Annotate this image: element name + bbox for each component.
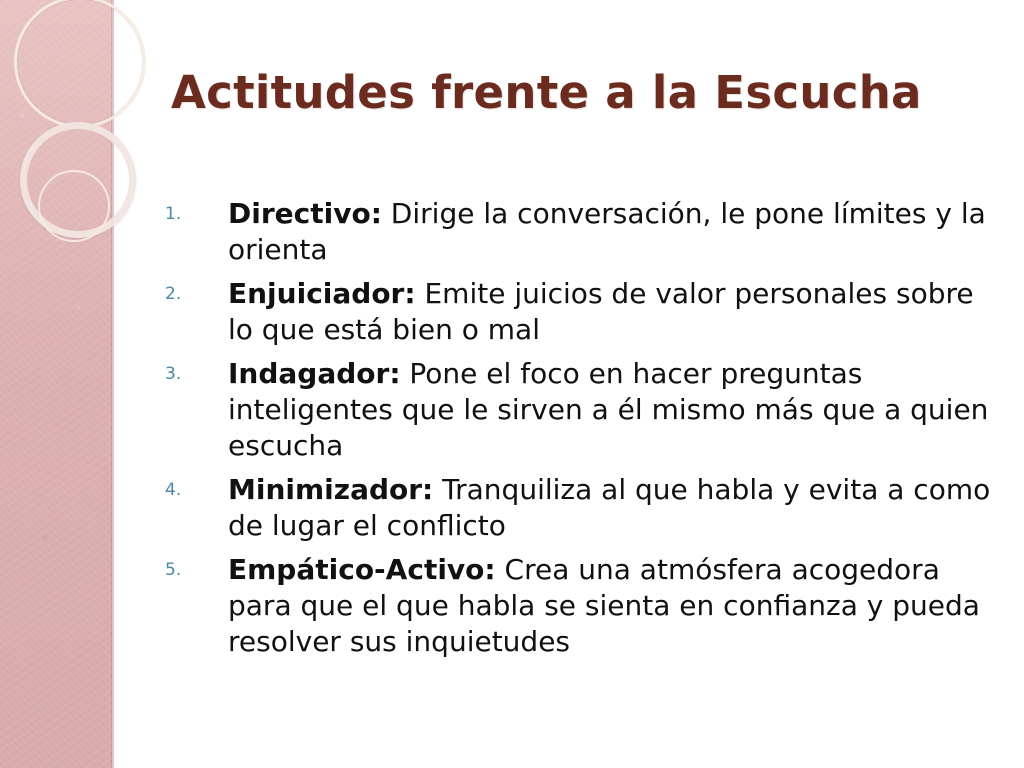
item-description: Tranquiliza al que habla y evita a como de lugar el conflicto [228, 473, 991, 542]
list-item [160, 356, 1002, 464]
item-term: Directivo: [228, 197, 382, 230]
item-term: Minimizador: [228, 473, 434, 506]
item-description: Pone el foco en hacer preguntas inteligentes que le sirven a él mismo más que a quien escucha [228, 357, 989, 462]
list-number: 4. [165, 480, 182, 500]
item-description: Crea una atmósfera acogedora para que el que habla se sienta en confianza y pueda resolver sus inquietudes [228, 553, 980, 658]
list-number: 5. [165, 560, 182, 580]
list-number: 2. [165, 284, 182, 304]
item-description: Dirige la conversación, le pone límites y la orienta [228, 197, 986, 266]
attitudes-list [160, 196, 1002, 668]
list-item [160, 276, 1002, 348]
item-term: Empático-Activo: [228, 553, 496, 586]
item-term: Enjuiciador: [228, 277, 416, 310]
list-item [160, 552, 1002, 660]
list-item [160, 196, 1002, 268]
list-number: 1. [165, 204, 182, 224]
item-description: Emite juicios de valor personales sobre lo que está bien o mal [228, 277, 974, 346]
ring-decoration-icon [14, 0, 146, 128]
ring-decoration-icon [38, 170, 110, 242]
item-term: Indagador: [228, 357, 401, 390]
list-item [160, 472, 1002, 544]
list-number: 3. [165, 364, 182, 384]
slide-title: Actitudes frente a la Escucha [171, 66, 922, 119]
